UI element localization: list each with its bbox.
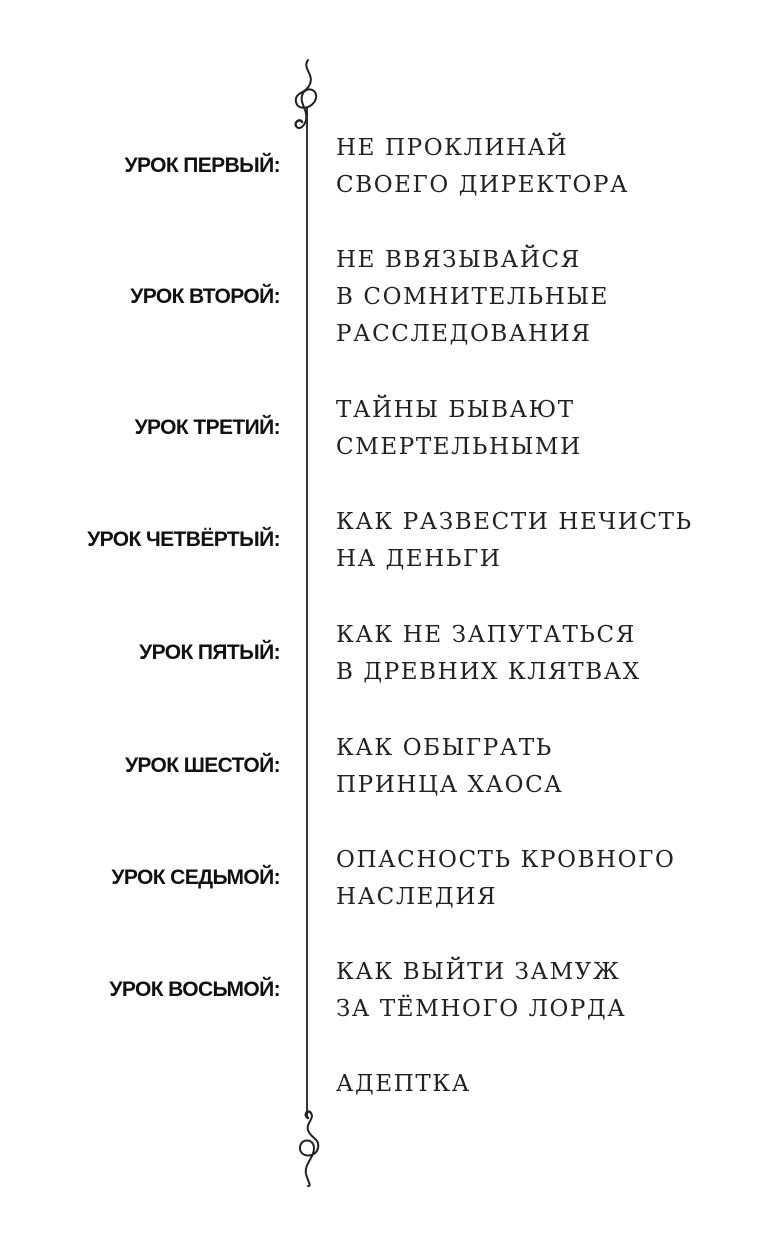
lesson-title-line: НАСЛЕДИЯ (336, 884, 498, 910)
lesson-title-line: ЗА ТЁМНОГО ЛОРДА (336, 996, 627, 1022)
lesson-title (336, 730, 563, 804)
lesson-title-line: ОПАСНОСТЬ КРОВНОГО (336, 847, 676, 873)
lesson-title-line: АДЕПТКА (336, 1071, 471, 1097)
bottom-flourish-icon (280, 1108, 336, 1188)
lesson-label: УРОК ЧЕТВЁРТЫЙ: (87, 528, 280, 551)
top-flourish-icon (280, 58, 336, 138)
lesson-label: УРОК ПЕРВЫЙ: (124, 154, 280, 177)
lesson-title-line: НЕ ПРОКЛИНАЙ (336, 135, 569, 161)
lesson-title (336, 954, 626, 1028)
lesson-title-line: ПРИНЦА ХАОСА (336, 772, 564, 798)
lesson-label: УРОК СЕДЬМОЙ: (111, 866, 280, 889)
lesson-title-line: ТАЙНЫ БЫВАЮТ (336, 397, 575, 423)
lesson-title (336, 1066, 471, 1103)
lesson-title-line: СВОЕГО ДИРЕКТОРА (336, 172, 630, 198)
lesson-title-line: КАК ОБЫГРАТЬ (336, 735, 553, 761)
lesson-label: УРОК ТРЕТИЙ: (134, 416, 280, 439)
lesson-title-line: В СОМНИТЕЛЬНЫЕ (336, 284, 610, 310)
lesson-title-line: В ДРЕВНИХ КЛЯТВАХ (336, 659, 641, 685)
lesson-label: УРОК ШЕСТОЙ: (124, 754, 280, 777)
lesson-title (336, 392, 582, 466)
lesson-label: УРОК ПЯТЫЙ: (139, 641, 280, 664)
lesson-title-line: КАК РАЗВЕСТИ НЕЧИСТЬ (336, 509, 693, 535)
lesson-title (336, 242, 609, 353)
lesson-title (336, 130, 629, 204)
lesson-title-line: КАК НЕ ЗАПУТАТЬСЯ (336, 622, 636, 648)
lesson-title (336, 842, 675, 916)
vertical-divider-line (306, 108, 308, 1118)
lesson-title-line: РАССЛЕДОВАНИЯ (336, 321, 592, 347)
lesson-title-line: СМЕРТЕЛЬНЫМИ (336, 434, 582, 460)
lesson-title-line: НЕ ВВЯЗЫВАЙСЯ (336, 247, 581, 273)
lesson-title-line: НА ДЕНЬГИ (336, 546, 502, 572)
lesson-title (336, 617, 641, 691)
lesson-title (336, 504, 693, 578)
lesson-title-line: КАК ВЫЙТИ ЗАМУЖ (336, 959, 621, 985)
lesson-label: УРОК ВОСЬМОЙ: (109, 978, 280, 1001)
lesson-label: УРОК ВТОРОЙ: (130, 284, 280, 308)
